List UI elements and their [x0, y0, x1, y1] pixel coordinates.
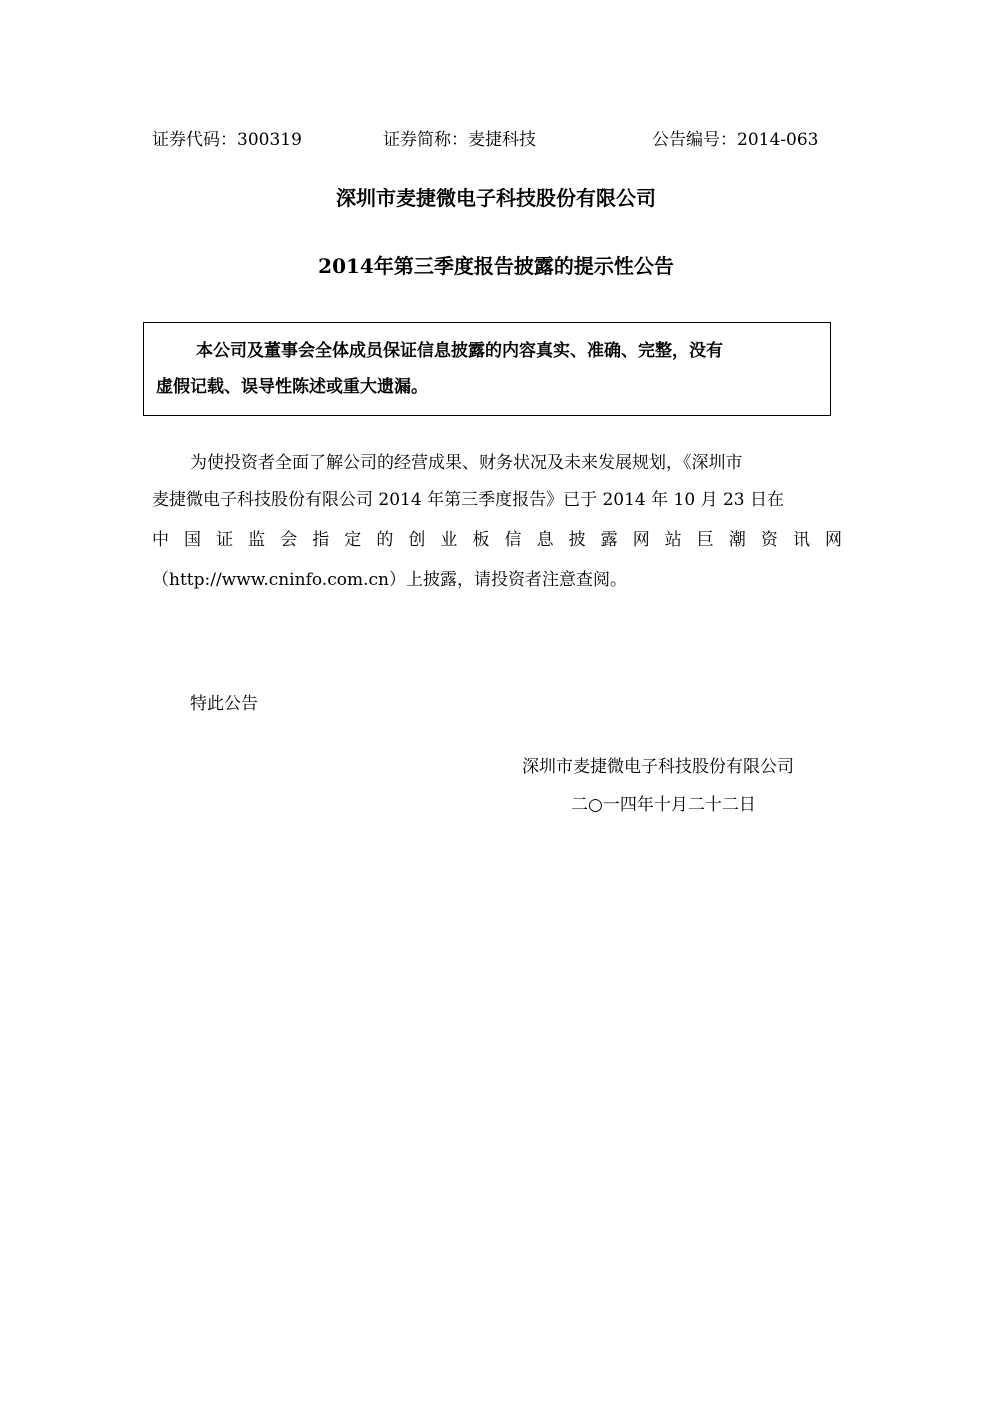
signature-company: 深圳市麦捷微电子科技股份有限公司 [522, 757, 794, 777]
body-line-3-char: 讯 [792, 530, 810, 550]
body-line-3-char: 网 [632, 530, 650, 550]
closing-text: 特此公告 [190, 694, 258, 714]
announcement-title: 2014年第三季度报告披露的提示性公告 [318, 254, 674, 278]
body-line-3-char: 巨 [696, 530, 714, 550]
body-line-3-char: 网 [824, 530, 842, 550]
body-line-3-char: 定 [344, 530, 362, 550]
body-line-3-char: 的 [376, 530, 394, 550]
body-line-3-char: 业 [440, 530, 458, 550]
disclaimer-box [143, 322, 831, 416]
disclaimer-line-1: 本公司及董事会全体成员保证信息披露的内容真实、准确、完整，没有 [196, 341, 723, 361]
company-title: 深圳市麦捷微电子科技股份有限公司 [336, 186, 656, 210]
body-line-3-char: 站 [664, 530, 682, 550]
body-line-3-char: 会 [280, 530, 298, 550]
body-line-1: 为使投资者全面了解公司的经营成果、财务状况及未来发展规划，《深圳市 [190, 453, 743, 473]
body-line-3-char: 信 [504, 530, 522, 550]
stock-code: 证券代码：300319 [152, 130, 302, 150]
body-line-3-char: 板 [472, 530, 490, 550]
body-line-4: （http://www.cninfo.com.cn）上披露，请投资者注意查阅。 [152, 570, 627, 590]
body-line-3-char: 息 [536, 530, 554, 550]
body-line-3-char: 创 [408, 530, 426, 550]
body-line-3-char: 披 [568, 530, 586, 550]
body-line-3-char: 证 [216, 530, 234, 550]
body-line-3-char: 监 [248, 530, 266, 550]
body-line-3-char: 中 [152, 530, 169, 550]
body-line-3-char: 国 [184, 530, 202, 550]
body-line-3-char: 露 [600, 530, 618, 550]
announcement-number: 公告编号：2014-063 [652, 130, 819, 150]
body-line-3 [152, 528, 842, 552]
body-line-3-char: 指 [312, 530, 330, 550]
stock-abbreviation: 证券简称：麦捷科技 [383, 130, 536, 150]
body-line-3-char: 资 [760, 530, 778, 550]
body-line-2: 麦捷微电子科技股份有限公司 2014 年第三季度报告》已于 2014 年 10 月 23 日在 [152, 490, 785, 510]
body-line-3-char: 潮 [728, 530, 746, 550]
signature-date: 二○一四年十月二十二日 [571, 795, 756, 815]
document-header [0, 128, 992, 152]
disclaimer-line-2: 虚假记载、误导性陈述或重大遗漏。 [156, 377, 428, 397]
